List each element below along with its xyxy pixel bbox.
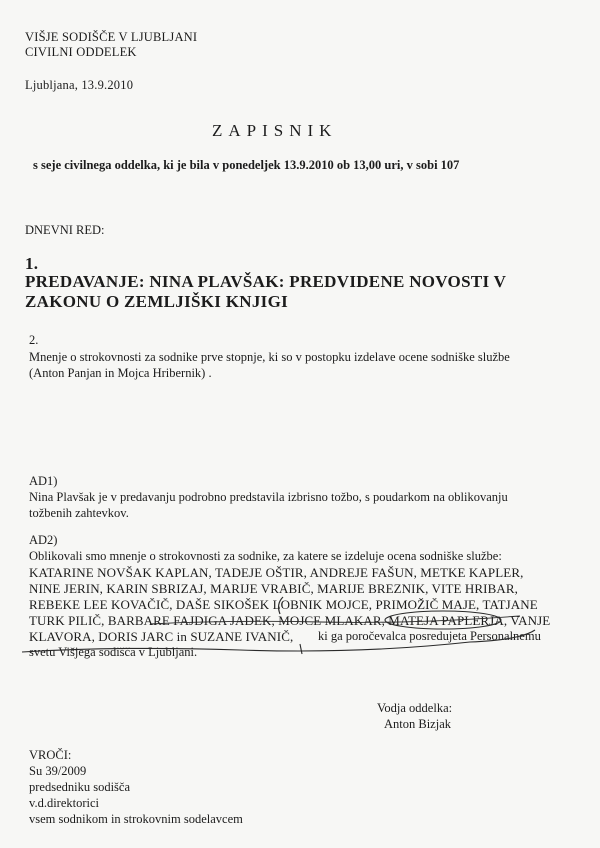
distribution-line2: v.d.direktorici (29, 796, 100, 810)
department-name: CIVILNI ODDELEK (25, 45, 137, 59)
ad2-names-line1: KATARINE NOVŠAK KAPLAN, TADEJE OŠTIR, ANDREJE FAŠUN, METKE KAPLER, (29, 565, 524, 580)
ad2-names-line2: NINE JERIN, KARIN SBRIZAJ, MARIJE VRABIČ, MARIJE BREZNIK, VITE HRIBAR, (29, 581, 518, 596)
agenda-label: DNEVNI RED: (25, 223, 105, 237)
place-date: Ljubljana, 13.9.2010 (25, 78, 134, 92)
agenda-item-2-number: 2. (29, 333, 39, 347)
agenda-item-2-line2: (Anton Panjan in Mojca Hribernik) . (29, 366, 212, 380)
ad2-names-line3: REBEKE LEE KOVAČIČ, DAŠE SIKOŠEK LOBNIK MOJCE, PRIMOŽIČ MAJE, TATJANE (29, 597, 538, 612)
ad1-label: AD1) (29, 474, 58, 488)
ad2-label: AD2) (29, 533, 58, 547)
court-name: VIŠJE SODIŠČE V LJUBLJANI (25, 30, 198, 44)
agenda-item-1-title-line1: PREDAVANJE: NINA PLAVŠAK: PREDVIDENE NOVOSTI V (25, 272, 507, 291)
ad1-line2: tožbenih zahtevkov. (29, 506, 129, 520)
agenda-item-1-number: 1. (25, 254, 39, 273)
agenda-item-1-title-line2: ZAKONU O ZEMLJIŠKI KNJIGI (25, 292, 289, 311)
distribution-line3: vsem sodnikom in strokovnim sodelavcem (29, 812, 243, 826)
ad2-names-line4: TURK PILIČ, BARBARE FAJDIGA JADEK, MOJCE MLAKAR, MATEJA PAPLERJA, VANJE (29, 613, 551, 628)
ad2-names-line5a: KLAVORA, DORIS JARC in SUZANE IVANIČ, (29, 629, 294, 644)
agenda-item-2-line1: Mnenje o strokovnosti za sodnike prve stopnje, ki so v postopku izdelave ocene sodniške službe (29, 350, 510, 364)
distribution-ref: Su 39/2009 (29, 764, 87, 778)
ad2-line1: Oblikovali smo mnenje o strokovnosti za sodnike, za katere se izdeluje ocena sodniške službe: (29, 549, 502, 563)
distribution-line1: predsedniku sodišča (29, 780, 131, 794)
signature-name: Anton Bizjak (384, 717, 452, 731)
tick-mark (300, 644, 302, 654)
ad2-names-line5b: ki ga poročevalca posredujeta Personalnemu (318, 629, 541, 643)
ad1-line1: Nina Plavšak je v predavanju podrobno predstavila izbrisno tožbo, s poudarkom na oblikovanju (29, 490, 508, 504)
ad2-closing-line: svetu Višjega sodišča v Ljubljani. (29, 645, 198, 659)
distribution-label: VROČI: (29, 748, 72, 762)
document-title: ZAPISNIK (212, 121, 338, 140)
meeting-subtitle: s seje civilnega oddelka, ki je bila v ponedeljek 13.9.2010 ob 13,00 uri, v sobi 107 (33, 158, 460, 172)
signature-role: Vodja oddelka: (377, 701, 453, 715)
